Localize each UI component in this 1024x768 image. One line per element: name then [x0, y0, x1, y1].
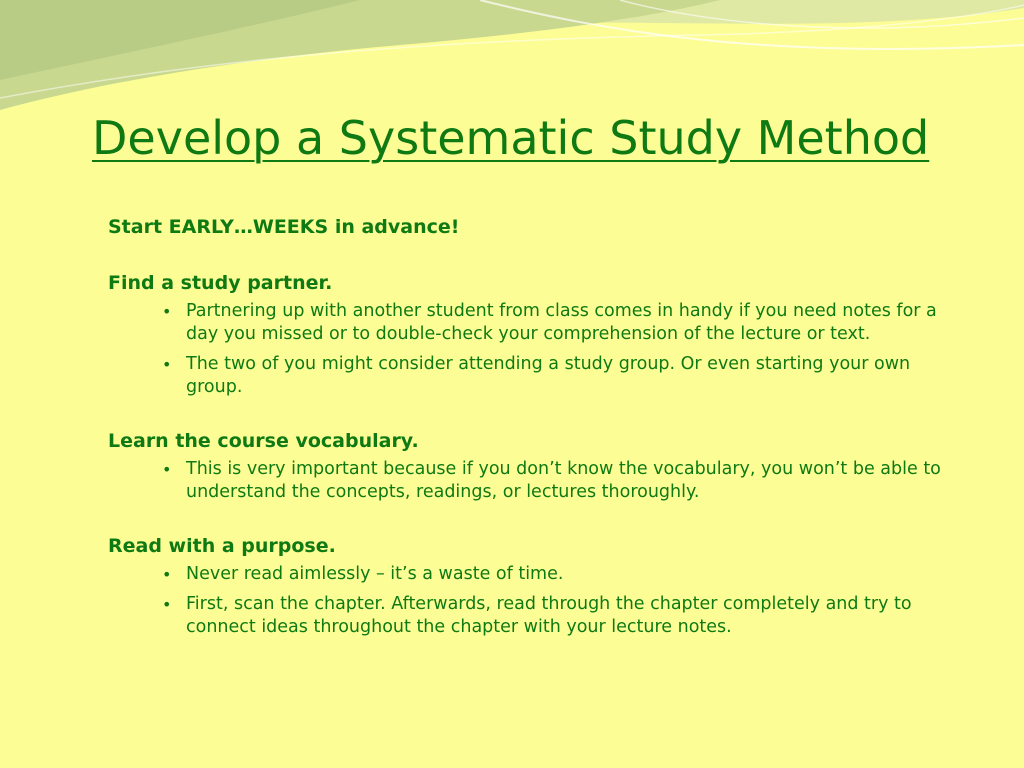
section-heading-read-purpose: Read with a purpose.	[108, 535, 336, 557]
list-item	[108, 353, 968, 399]
bullet-icon: •	[162, 302, 172, 321]
bullet-icon: •	[162, 355, 172, 374]
section-heading-study-partner: Find a study partner.	[108, 272, 333, 294]
vocabulary-bullets	[108, 458, 968, 504]
bullet-text: First, scan the chapter. Afterwards, read through the chapter completely and try to connect ideas throughout the chapter with your lecture notes.	[186, 594, 912, 637]
bullet-icon: •	[162, 565, 172, 584]
bullet-text: This is very important because if you don’t know the vocabulary, you won’t be able to understand the concepts, readings, or lectures thoroughly.	[186, 459, 941, 502]
study-partner-bullets	[108, 300, 968, 399]
read-purpose-bullets	[108, 563, 968, 639]
slide-content	[108, 214, 968, 646]
bullet-text: The two of you might consider attending a study group. Or even starting your own group.	[186, 354, 911, 397]
list-item	[108, 593, 968, 639]
list-item	[108, 458, 968, 504]
section-heading-start-early: Start EARLY…WEEKS in advance!	[108, 216, 460, 238]
slide-title: Develop a Systematic Study Method	[92, 111, 930, 165]
list-item	[108, 300, 968, 346]
bullet-text: Never read aimlessly – it’s a waste of time.	[186, 564, 564, 584]
bullet-text: Partnering up with another student from class comes in handy if you need notes for a day you missed or to double-check your comprehension of the lecture or text.	[186, 301, 937, 344]
decorative-swoosh	[0, 0, 1024, 120]
bullet-icon: •	[162, 595, 172, 614]
list-item	[108, 563, 968, 586]
bullet-icon: •	[162, 460, 172, 479]
section-heading-vocabulary: Learn the course vocabulary.	[108, 430, 419, 452]
